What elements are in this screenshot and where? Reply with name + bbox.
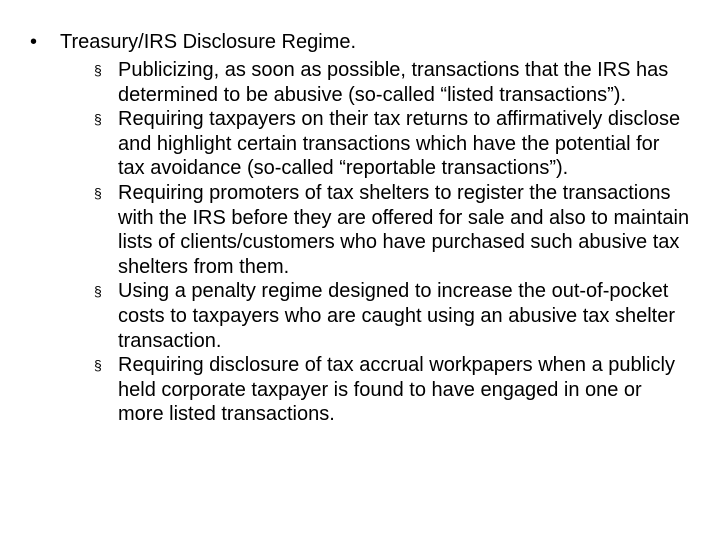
- sub-bullet-item: [90, 279, 690, 353]
- sub-bullet-text: Publicizing, as soon as possible, transactions that the IRS has determined to be abusive (so-called “listed transactions”).: [118, 59, 669, 106]
- section-sign-bullet-icon: §: [94, 62, 102, 78]
- sub-bullet-item: [90, 181, 690, 279]
- sub-bullet-text: Using a penalty regime designed to increase the out-of-pocket costs to taxpayers who are caught using an abusive tax shelter transaction.: [118, 280, 675, 352]
- sub-bullet-text: Requiring promoters of tax shelters to register the transactions with the IRS before they are offered for sale and also to maintain lists of clients/customers who have purchased such abusive tax shelters from them.: [118, 181, 690, 278]
- sub-bullet-text: Requiring taxpayers on their tax returns to affirmatively disclose and highlight certain transactions which have the potential for tax avoidance (so-called “reportable transactions”).: [118, 108, 681, 180]
- section-sign-bullet-icon: §: [94, 184, 102, 201]
- sub-bullet-item: [90, 353, 690, 427]
- sub-bullet-item: [90, 107, 690, 181]
- main-bullet-marker: •: [30, 31, 38, 53]
- main-bullet-heading: Treasury/IRS Disclosure Regime.: [60, 31, 357, 53]
- sub-bullet-item: [90, 58, 690, 107]
- sub-bullet-list: [90, 58, 690, 427]
- section-sign-bullet-icon: §: [94, 111, 102, 128]
- section-sign-bullet-icon: §: [94, 283, 102, 300]
- section-sign-bullet-icon: §: [94, 357, 102, 374]
- sub-bullet-text: Requiring disclosure of tax accrual workpapers when a publicly held corporate taxpayer is found to have engaged in one or more listed transactions.: [118, 354, 675, 426]
